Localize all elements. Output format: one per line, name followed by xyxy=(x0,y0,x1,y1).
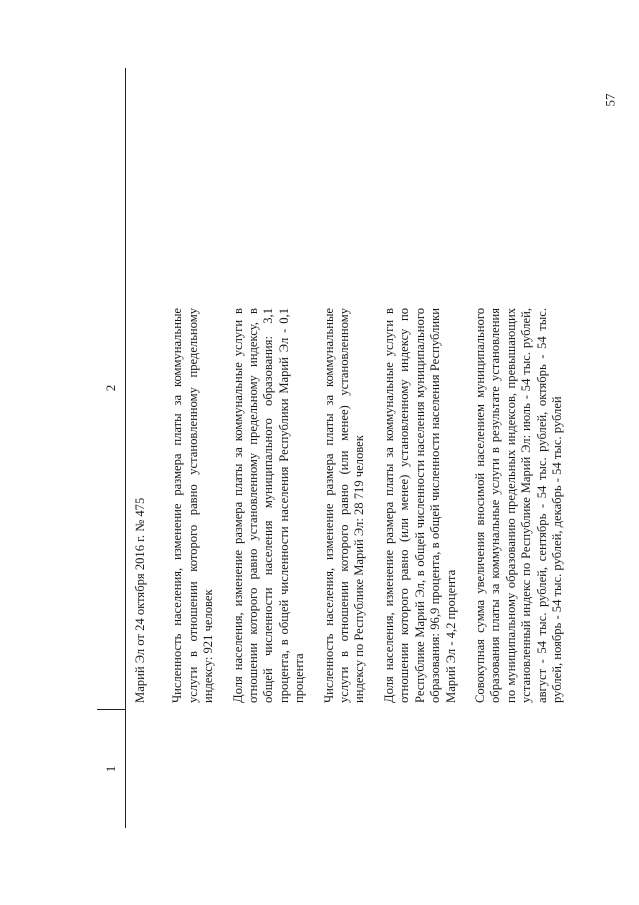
paragraph-decree-reference: Марий Эл от 24 октября 2016 г. № 475 xyxy=(132,497,147,703)
paragraph-population-equal-index: Численность населения, изменение размера платы за коммунальные услуги в отношении которого равно установленному предельному индексу: 921 человек xyxy=(169,307,215,703)
table-header-col-1: 1 xyxy=(102,765,118,772)
paragraph-share-equal-index: Доля населения, изменение размера платы за коммунальные услуги в отношении которого равно установленному предельному индексу, в общей численности населения муниципального образования: 3,1 процента, в общей численности населения Республики Марий Эл - 0,1 процента xyxy=(230,307,306,703)
paragraph-total-increase: Совокупная сумма увеличения вносимой населением муниципального образования платы за коммунальные услуги в результате установления по муниципальному образованию предельных индексов, превышающих установленный индекс по Республике Марий Эл: июль - 54 тыс. рублей, август - 54 тыс. рублей, сентябрь - 54 тыс. рублей, октябрь - 54 тыс. рублей, ноябрь - 54 тыс. рублей, декабрь - 54 тыс. рублей xyxy=(472,307,564,703)
page-number: 57 xyxy=(602,93,618,107)
paragraph-population-below-index: Численность населения, изменение размера платы за коммунальные услуги в отношении которого равно (или менее) установленному индексу по Республике Марий Эл: 28 719 человек xyxy=(321,307,366,703)
table-header-col-2: 2 xyxy=(97,67,125,710)
paragraph-share-below-index: Доля населения, изменение размера платы за коммунальные услуги в отношении которого равно (или менее) установленному индексу по Республике Марий Эл, в общей численности населения муниципального образования: 96,9 процента, в общей численности населения Республики Марий Эл - 4,2 процента xyxy=(381,307,457,703)
table-body-col-2 xyxy=(133,308,579,703)
rotated-table-page xyxy=(97,68,564,828)
table-header-row xyxy=(97,68,126,828)
